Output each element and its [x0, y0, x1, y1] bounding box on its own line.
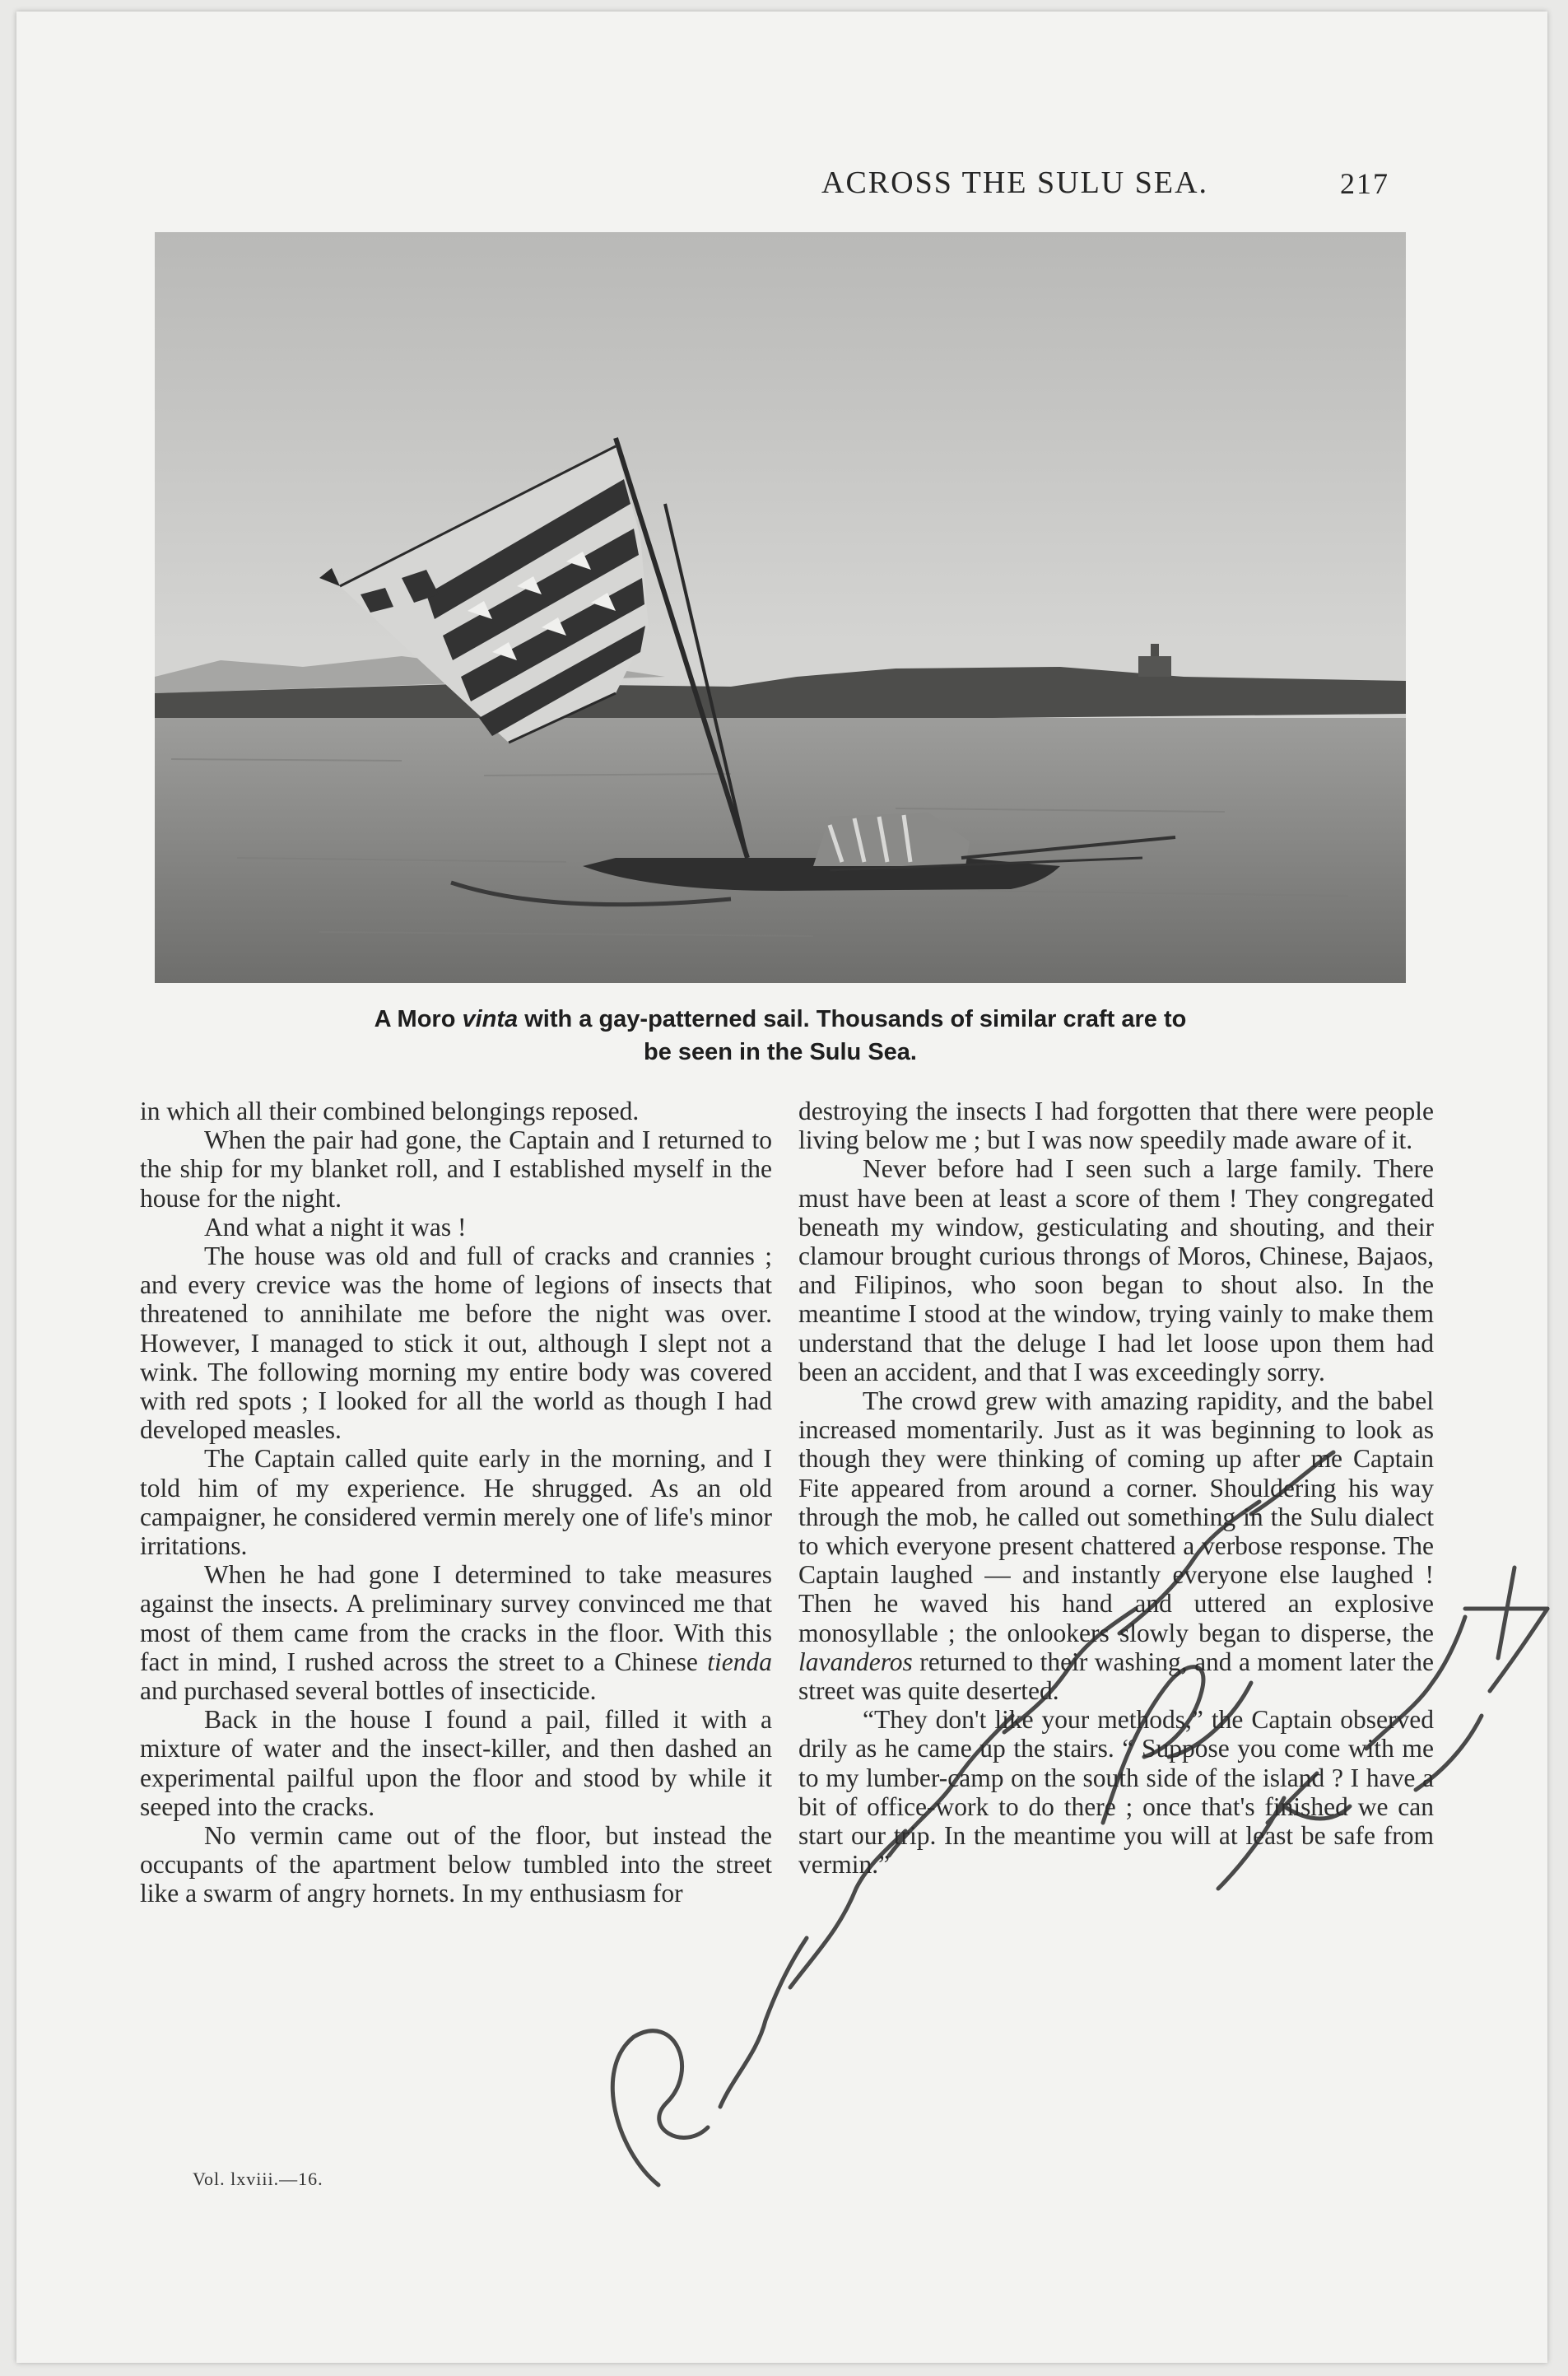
- volume-footer: Vol. lxviii.—16.: [193, 2169, 323, 2189]
- paragraph: Never before had I seen such a large family. There must have been at least a score of them ! They congregated beneath my window, gesticulating and shouting, and their clamour brought curious throngs of Moros, Chinese, Bajaos, and Filipinos, who soon began to shout also. In the meantime I stood at the window, trying vainly to make them understand that the deluge I had let loose upon them had been an accident, and that I was exceedingly sorry.: [798, 1154, 1434, 1386]
- paragraph: When the pair had gone, the Captain and I returned to the ship for my blanket roll, and I established myself in the house for the night.: [140, 1125, 772, 1213]
- running-title: ACROSS THE SULU SEA.: [821, 165, 1209, 200]
- paragraph: Back in the house I found a pail, filled it with a mixture of water and the insect-killer, and then dashed an experimental pailful upon the floor and stood by while it seeped into the cracks.: [140, 1705, 772, 1821]
- paragraph: “They don't like your methods,” the Captain observed drily as he came up the stairs. “ Suppose you come with me to my lumber-camp on the south side of the island ? I have a bit of office-work to do there ; once that's finished we can start our trip. In the meantime you will at least be safe from vermin.”: [798, 1705, 1434, 1880]
- page-header: [16, 165, 1547, 206]
- italic-word-lavanderos: lavanderos: [798, 1647, 913, 1676]
- caption-line-1: A Moro vinta with a gay-patterned sail. Thousands of similar craft are to: [374, 1006, 1187, 1032]
- paragraph: The house was old and full of cracks and crannies ; and every crevice was the home of legions of insects that threatened to annihilate me before the night was over. However, I managed to stick it out, although I slept not a wink. The following morning my entire body was covered with red spots ; I looked for all the world as though I had developed measles.: [140, 1242, 772, 1445]
- paragraph: in which all their combined belongings reposed.: [140, 1097, 640, 1125]
- page-number: 217: [1340, 167, 1389, 200]
- paragraph: The Captain called quite early in the morning, and I told him of my experience. He shrugged. As an old campaigner, he considered vermin merely one of life's minor irritations.: [140, 1444, 772, 1561]
- left-column: [140, 1097, 772, 1908]
- italic-word-tienda: tienda: [707, 1647, 772, 1676]
- paragraph: And what a night it was !: [204, 1212, 467, 1242]
- magazine-page: [16, 12, 1547, 2363]
- paragraph: When he had gone I determined to take measures against the insects. A preliminary survey convinced me that most of them came from the cracks in the floor. With this fact in mind, I rushed across the street to a Chinese tienda and purchased several bottles of insecticide.: [140, 1560, 772, 1706]
- paragraph: destroying the insects I had forgotten that there were people living below me ; but I was now speedily made aware of it.: [798, 1097, 1434, 1155]
- photo-caption: [155, 1003, 1406, 1069]
- caption-line-2: be seen in the Sulu Sea.: [644, 1039, 917, 1065]
- paragraph: No vermin came out of the floor, but instead the occupants of the apartment below tumbled into the street like a swarm of angry hornets. In my enthusiasm for: [140, 1821, 772, 1908]
- sailboat-photo-icon: [155, 232, 1406, 983]
- sailboat-photo: [155, 232, 1406, 983]
- right-column: [798, 1097, 1434, 1879]
- caption-italic-vinta: vinta: [462, 1006, 519, 1032]
- paragraph: The crowd grew with amazing rapidity, and the babel increased momentarily. Just as it was beginning to look as though they were thinking of coming up after me Captain Fite appeared from around a corner. Shouldering his way through the mob, he called out something in the Sulu dialect to which everyone present chattered a verbose response. The Captain laughed — and instantly everyone else laughed ! Then he waved his hand and uttered an explosive monosyllable ; the onlookers slowly began to disperse, the lavanderos returned to their washing, and a moment later the street was quite deserted.: [798, 1386, 1434, 1706]
